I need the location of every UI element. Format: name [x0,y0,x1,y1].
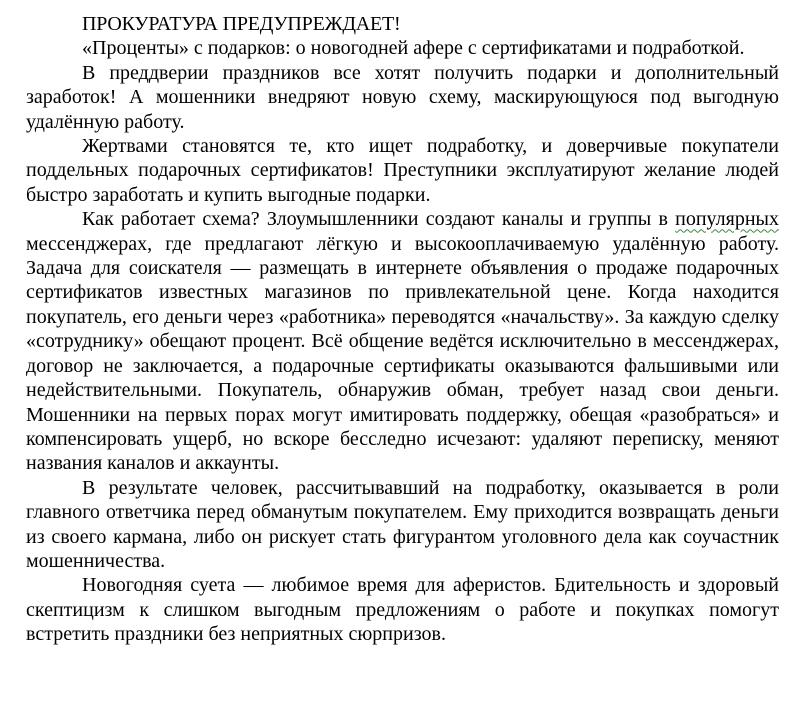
document-subtitle: «Проценты» с подарков: о новогодней афере с сертификатами и подработкой. [82,37,745,60]
scheme-text-end: мессенджерах, где предлагают лёгкую и высокооплачиваемую удалённую работу. Задача для соискателя — размещать в интернете объявления о продаже подарочных сертификатов известных магазинов по привлекательной цене. Когда находится покупатель, его деньги через «работника» переводятся «начальству». За каждую сделку «сотруднику» обещают процент. Всё общение ведётся исключительно в мессенджерах, договор не заключается, а подарочные сертификаты оказываются фальшивыми или недействительными. Покупатель, обнаружив обман, требует назад свои деньги. Мошенники на первых порах могут имитировать поддержку, обещая «разобраться» и компенсировать ущерб, но вскоре бесследно исчезают: удаляют переписку, меняют названия каналов и аккаунты. [26,232,779,475]
paragraph-conclusion: Новогодняя суета — любимое время для аферистов. Бдительность и здоровый скептицизм к слишком выгодным предложениям о работе и покупках помогут встретить праздники без неприятных сюрпризов. [26,574,779,646]
paragraph-intro: В преддверии праздников все хотят получить подарки и дополнительный заработок! А мошенники внедряют новую схему, маскирующуюся под выгодную удалённую работу. [26,61,779,133]
paragraph-scheme [26,207,779,475]
paragraph-victims: Жертвами становятся те, кто ищет подработку, и доверчивые покупатели поддельных подарочных сертификатов! Преступники эксплуатируют желание людей быстро заработать и купить выгодные подарки. [26,135,779,206]
paragraph-result: В результате человек, рассчитывавший на подработку, оказывается в роли главного ответчика перед обманутым покупателем. Ему приходится возвращать деньги из своего кармана, либо он рискует стать фигурантом уголовного дела как соучастник мошенничества. [26,476,779,572]
scheme-text-start: Как работает схема? Злоумышленники создают каналы и группы в [82,208,676,231]
document-heading: ПРОКУРАТУРА ПРЕДУПРЕЖДАЕТ! [82,13,401,35]
spellcheck-underlined-word: популярных [675,208,779,231]
